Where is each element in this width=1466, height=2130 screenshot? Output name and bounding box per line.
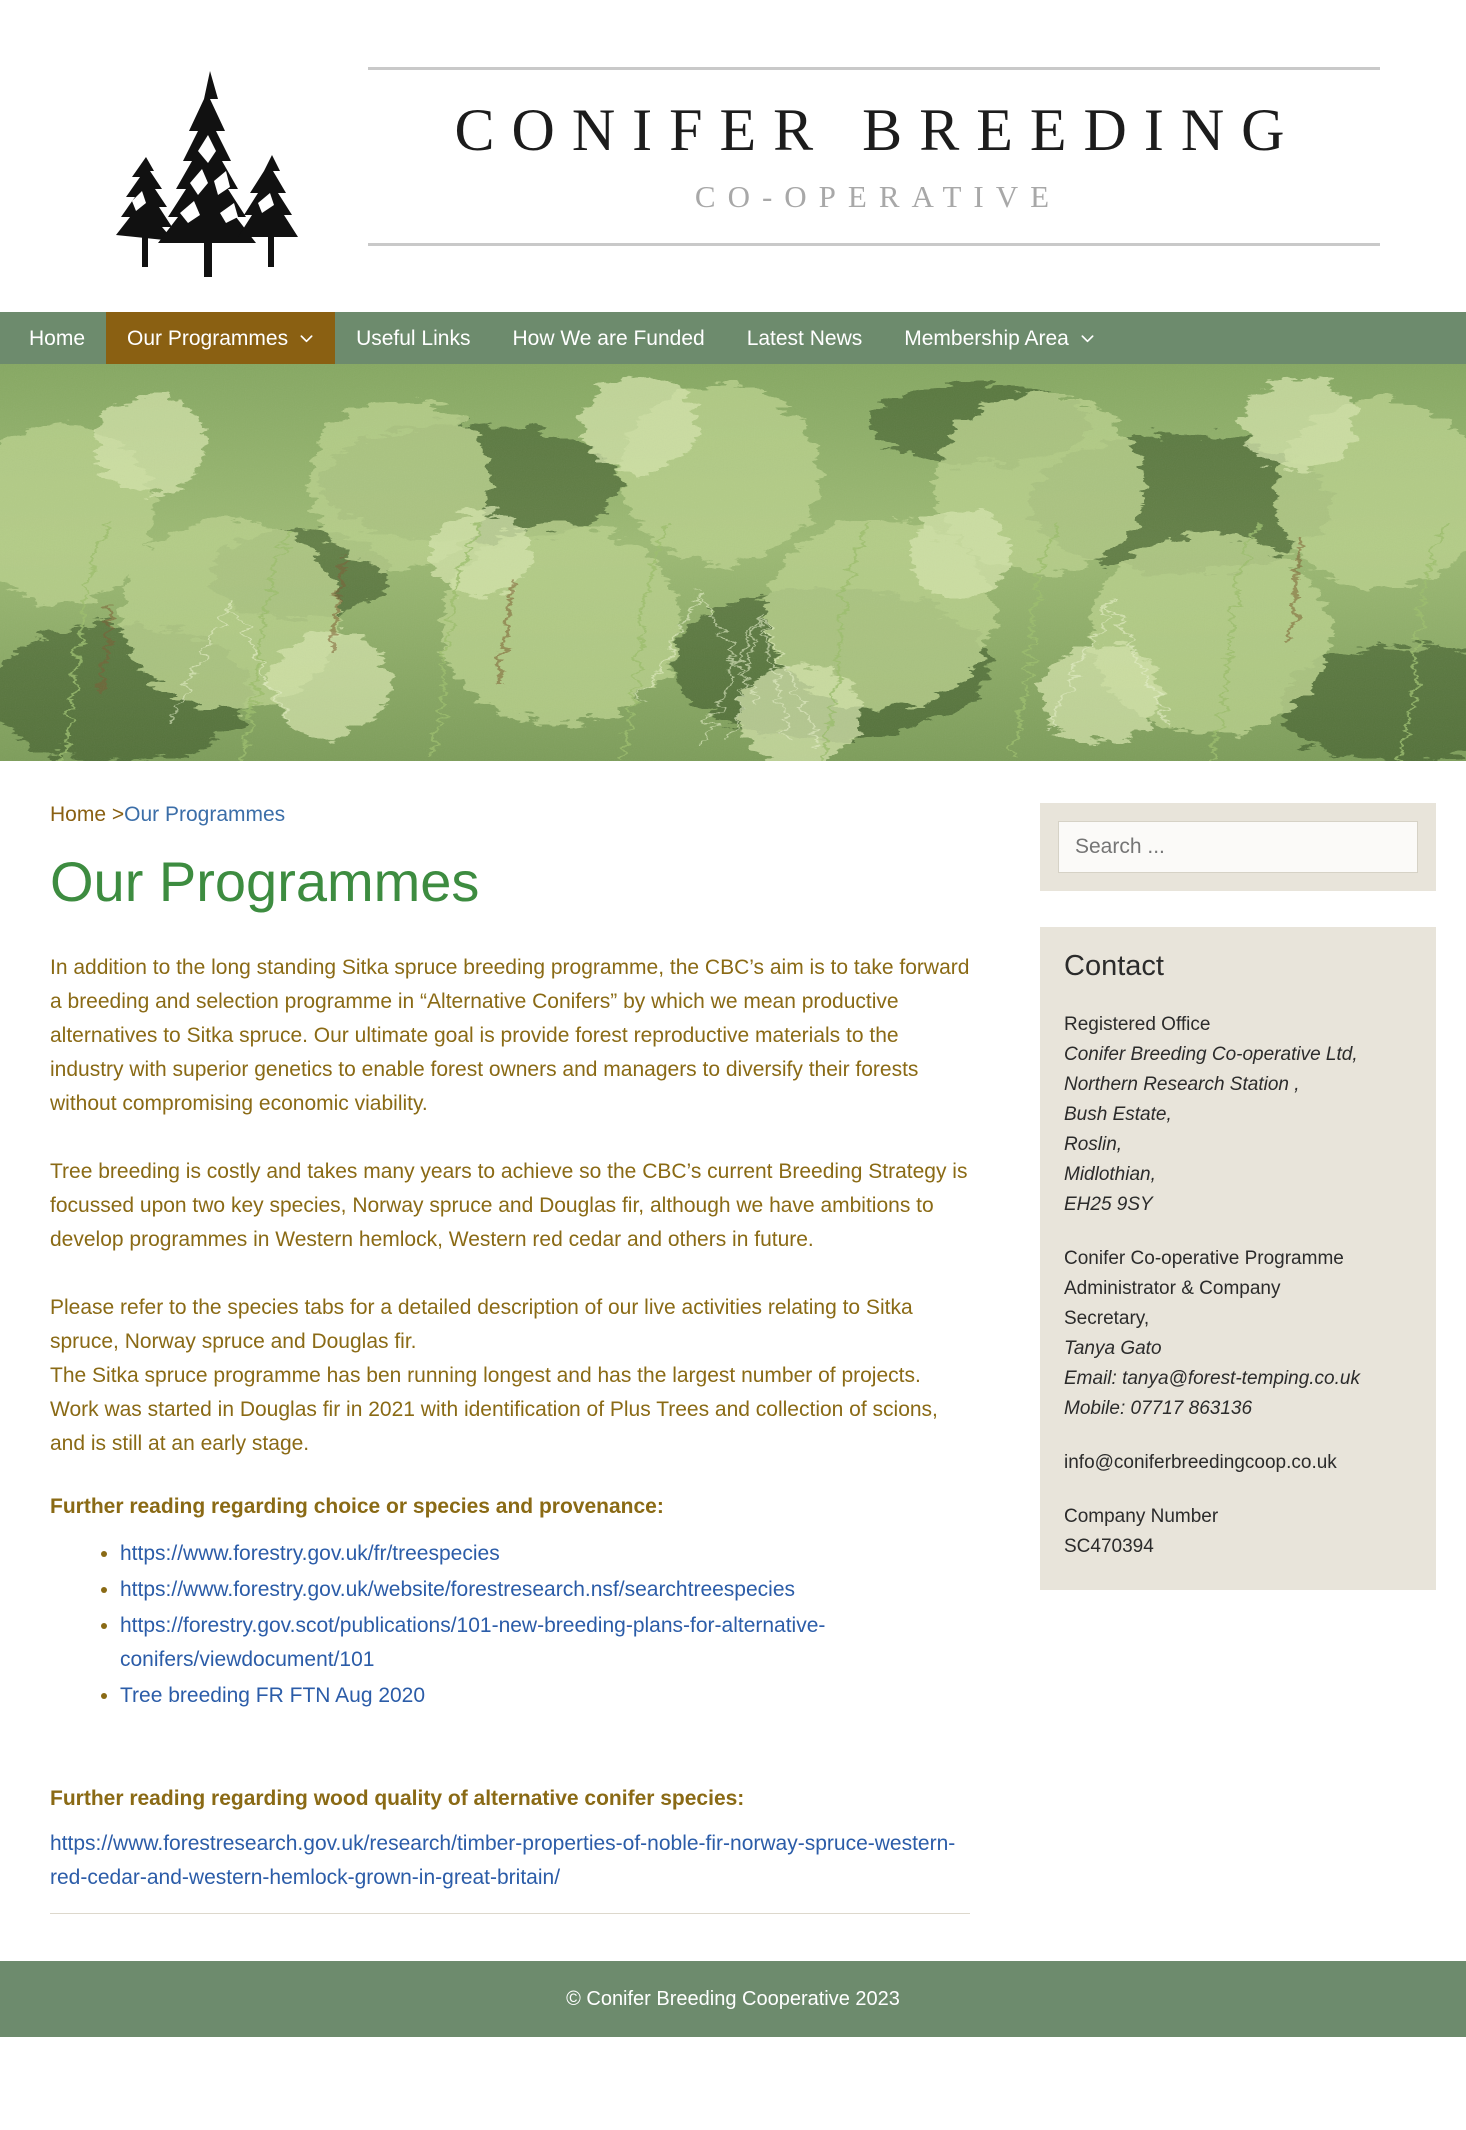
list-item (120, 1609, 970, 1677)
further-reading-heading-2: Further reading regarding wood quality of alternative conifer species: (50, 1786, 745, 1810)
footer-copyright: © Conifer Breeding Cooperative 2023 (566, 1987, 900, 2010)
administrator-name: Tanya Gato (1064, 1337, 1162, 1359)
company-number-value: SC470394 (1064, 1535, 1154, 1557)
administrator-email[interactable]: Email: tanya@forest-temping.co.uk (1064, 1367, 1360, 1389)
registered-office-block (1064, 1010, 1412, 1220)
main-column (0, 803, 1020, 1961)
nav-item-useful-links[interactable] (335, 312, 491, 364)
nav-label: Home (29, 326, 86, 350)
breadcrumb-current[interactable]: Our Programmes (124, 803, 286, 826)
further-reading-link[interactable]: https://www.forestry.gov.uk/fr/treespecies (120, 1541, 500, 1565)
registered-office-line: Conifer Breeding Co-operative Ltd, (1064, 1043, 1358, 1065)
content-divider (50, 1913, 970, 1914)
further-reading-link[interactable]: https://forestry.gov.scot/publications/101-new-breeding-plans-for-alternative-conifers/viewdocument/101 (120, 1613, 826, 1671)
nav-label: Membership Area (904, 326, 1069, 350)
search-widget (1040, 803, 1436, 891)
registered-office-line: Midlothian, (1064, 1163, 1156, 1185)
administrator-block (1064, 1244, 1412, 1424)
site-footer (0, 1961, 1466, 2037)
conifer-trees-logo-icon (58, 31, 330, 281)
nav-item-how-we-are-funded[interactable] (491, 312, 725, 364)
nav-label: Useful Links (356, 326, 471, 350)
intro-paragraph-1: In addition to the long standing Sitka spruce breeding programme, the CBC’s aim is to take forward a breeding and selection programme in “Alternative Conifers” by which we mean productive alternatives to Sitka spruce. Our ultimate goal is provide forest reproductive materials to the industry with superior genetics to enable forest owners and managers to diversify their forests without compromising economic viability. (50, 955, 970, 1115)
registered-office-label: Registered Office (1064, 1013, 1211, 1035)
page-title: Our Programmes (50, 850, 480, 913)
registered-office-line: Roslin, (1064, 1133, 1123, 1155)
wood-quality-link[interactable]: https://www.forestresearch.gov.uk/research/timber-properties-of-noble-fir-norway-spruce-western-red-cedar-and-western-hemlock-grown-in-great-britain/ (50, 1831, 956, 1889)
logo-rule-bottom (368, 243, 1380, 246)
intro-paragraph-3: Please refer to the species tabs for a detailed description of our live activities relating to Sitka spruce, Norway spruce and Douglas fir. (50, 1295, 913, 1353)
logo-title: CONIFER BREEDING (454, 96, 1302, 163)
breadcrumb (50, 803, 970, 827)
intro-paragraph-2: Tree breeding is costly and takes many years to achieve so the CBC’s current Breeding Strategy is focussed upon two key species, Norway spruce and Douglas fir, although we have ambitions to develop programmes in Western hemlock, Western red cedar and others in future. (50, 1159, 968, 1251)
intro-paragraph-4: The Sitka spruce programme has ben running longest and has the largest number of projects. Work was started in Douglas fir in 2021 with identification of Plus Trees and collection of scions, and is still at an early stage. (50, 1363, 938, 1455)
site-header (0, 0, 1466, 312)
further-reading-link[interactable]: https://www.forestry.gov.uk/website/forestresearch.nsf/searchtreespecies (120, 1577, 796, 1601)
site-logo[interactable] (58, 31, 1380, 281)
page-content (0, 761, 1466, 1961)
nav-item-home[interactable] (8, 312, 106, 364)
logo-wordmark (368, 67, 1380, 246)
administrator-mobile: Mobile: 07717 863136 (1064, 1397, 1253, 1419)
contact-widget (1040, 927, 1436, 1590)
further-reading-heading-1: Further reading regarding choice or species and provenance: (50, 1494, 664, 1518)
list-item (120, 1573, 970, 1607)
nav-item-latest-news[interactable] (726, 312, 884, 364)
registered-office-line: Northern Research Station , (1064, 1073, 1300, 1095)
nav-label: Latest News (746, 326, 863, 350)
general-email[interactable]: info@coniferbreedingcoop.co.uk (1064, 1451, 1337, 1473)
administrator-role-line: Conifer Co-operative Programme (1064, 1247, 1344, 1269)
nav-label: How We are Funded (512, 326, 705, 350)
sidebar (1020, 803, 1466, 1961)
breadcrumb-home-link[interactable]: Home (50, 803, 107, 826)
administrator-role-line: Secretary, (1064, 1307, 1150, 1329)
further-reading-link-list-1 (50, 1537, 970, 1713)
hero-banner-image (0, 364, 1466, 761)
list-item (120, 1679, 970, 1713)
further-reading-block-2 (50, 1787, 970, 1914)
chevron-down-icon (1080, 331, 1095, 346)
breadcrumb-separator: > (106, 803, 125, 826)
nav-label: Our Programmes (127, 326, 289, 350)
search-input[interactable] (1058, 821, 1418, 873)
contact-widget-title: Contact (1064, 950, 1164, 982)
chevron-down-icon (299, 331, 314, 346)
company-number-label: Company Number (1064, 1505, 1219, 1527)
logo-subtitle: CO-OPERATIVE (694, 178, 1062, 214)
registered-office-postcode: EH25 9SY (1064, 1193, 1153, 1215)
further-reading-link[interactable]: Tree breeding FR FTN Aug 2020 (120, 1683, 426, 1707)
nav-item-membership-area[interactable] (883, 312, 1116, 364)
company-number-block (1064, 1502, 1412, 1562)
primary-navigation (0, 312, 1466, 364)
registered-office-line: Bush Estate, (1064, 1103, 1172, 1125)
general-email-block (1064, 1448, 1412, 1478)
administrator-role-line: Administrator & Company (1064, 1277, 1281, 1299)
nav-item-our-programmes[interactable] (106, 312, 335, 364)
list-item (120, 1537, 970, 1571)
